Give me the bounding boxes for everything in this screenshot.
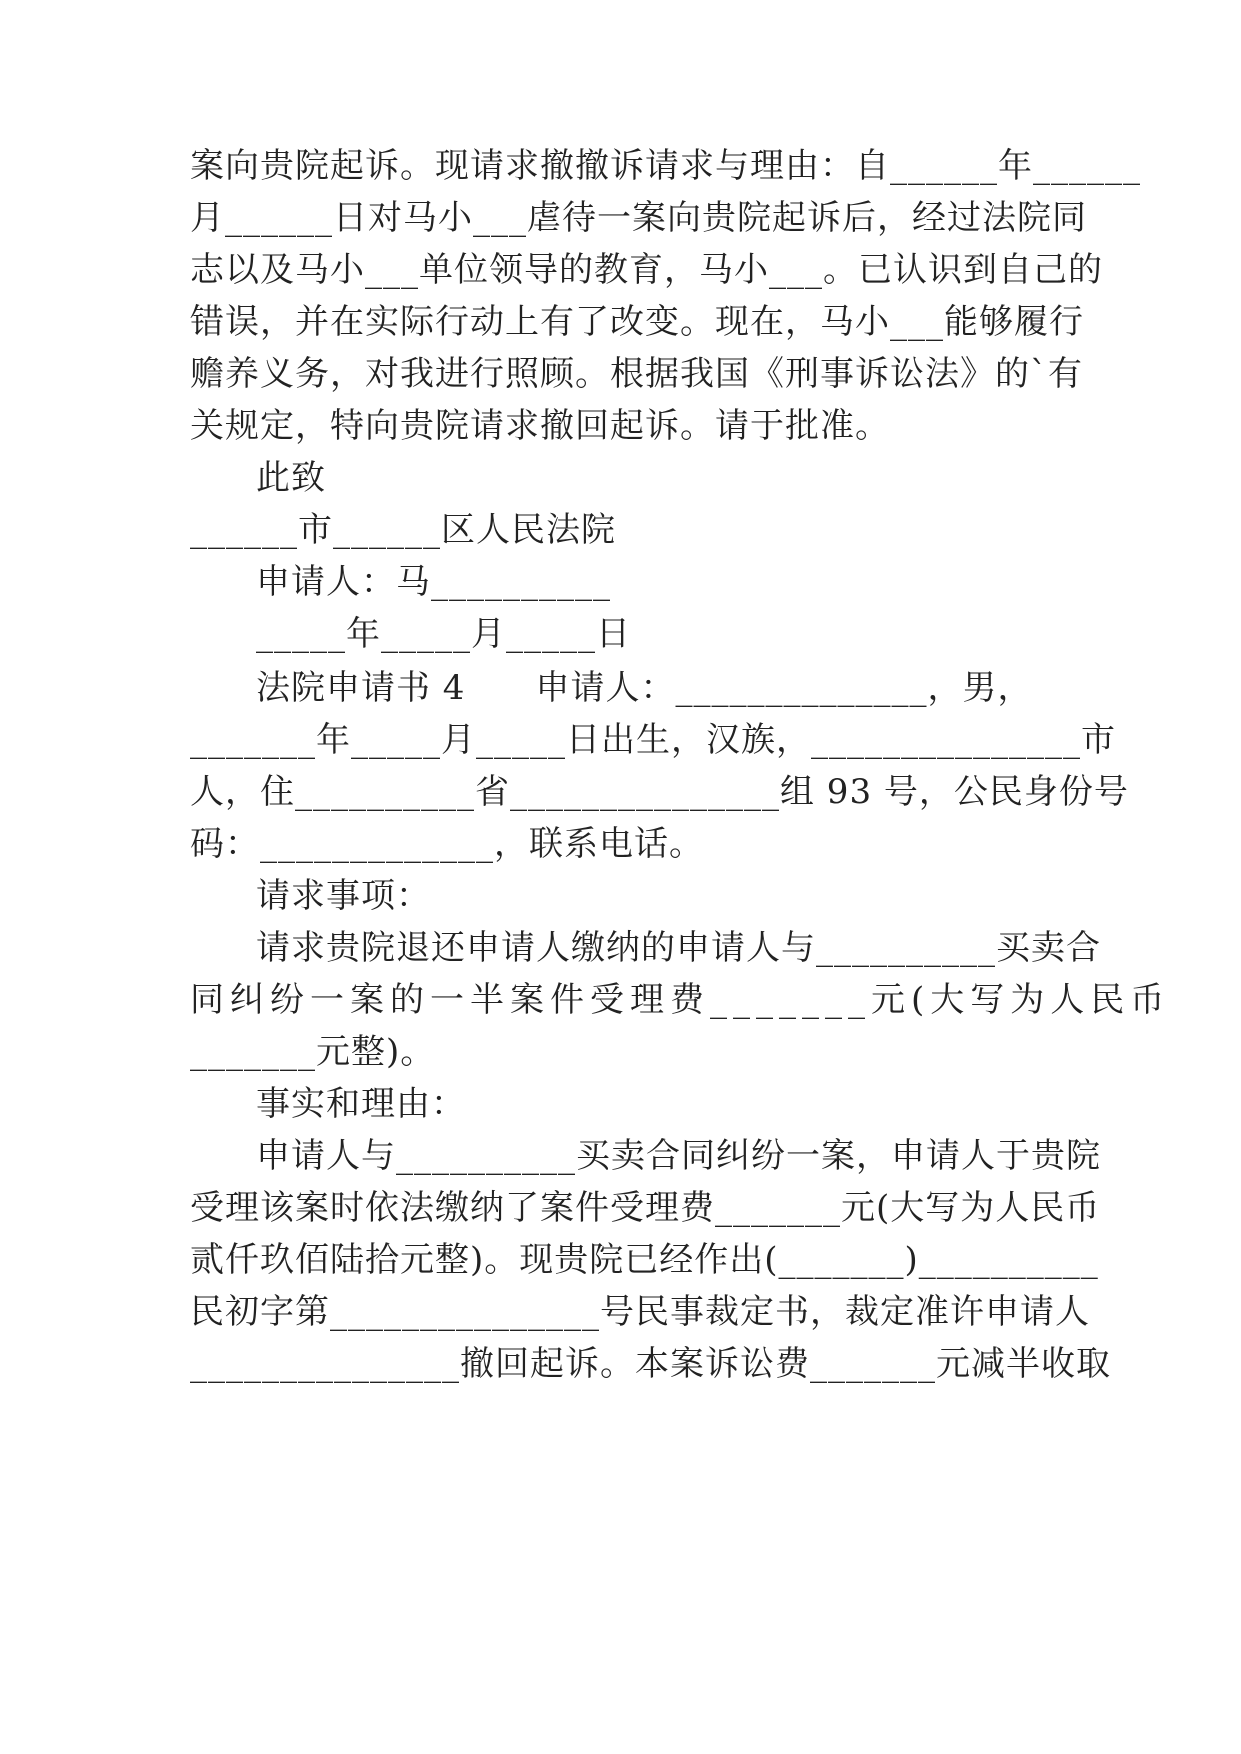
paragraph-line: 贰仟玖佰陆拾元整)。现贵院已经作出(_______)__________ [190,1240,1099,1280]
paragraph-line: 民初字第_______________号民事裁定书，裁定准许申请人 [190,1292,1090,1332]
paragraph-line: 码：_____________，联系电话。 [190,824,704,864]
applicant-signature: 申请人：马__________ [256,562,611,602]
paragraph-line: 错误，并在实际行动上有了改变。现在，马小___能够履行 [190,302,1084,342]
salutation: 此致 [256,458,326,498]
paragraph-line: 志以及马小___单位领导的教育，马小___。已认识到自己的 [190,250,1103,290]
section-heading: 请求事项： [256,876,431,916]
paragraph-line: 申请人与__________买卖合同纠纷一案，申请人于贵院 [256,1136,1101,1176]
paragraph-line: 关规定，特向贵院请求撤回起诉。请于批准。 [190,406,890,446]
paragraph-line: 赡养义务，对我进行照顾。根据我国《刑事诉讼法》的`有 [190,354,1083,394]
paragraph-line: 受理该案时依法缴纳了案件受理费_______元(大写为人民币 [190,1188,1101,1228]
section-heading: 事实和理由： [256,1084,466,1124]
paragraph-line: 案向贵院起诉。现请求撤撤诉请求与理由：自______年______ [190,146,1141,186]
date-line: _____年_____月_____日 [256,614,631,654]
paragraph-line: 人，住__________省_______________组 93 号，公民身份号 [190,772,1129,812]
paragraph-line: _______元整)。 [190,1032,436,1072]
paragraph-line: 同纠纷一案的一半案件受理费_______元(大写为人民币 [190,980,1171,1020]
section-title-line: 法院申请书 4 申请人：______________，男， [256,668,1033,708]
court-addressee: ______市______区人民法院 [190,510,616,550]
paragraph-line: 请求贵院退还申请人缴纳的申请人与__________买卖合 [256,928,1101,968]
paragraph-line: _______________撤回起诉。本案诉讼费_______元减半收取 [190,1344,1111,1384]
paragraph-line: _______年_____月_____日出生，汉族，_______________市 [190,720,1116,760]
paragraph-line: 月______日对马小___虐待一案向贵院起诉后，经过法院同 [190,198,1087,238]
